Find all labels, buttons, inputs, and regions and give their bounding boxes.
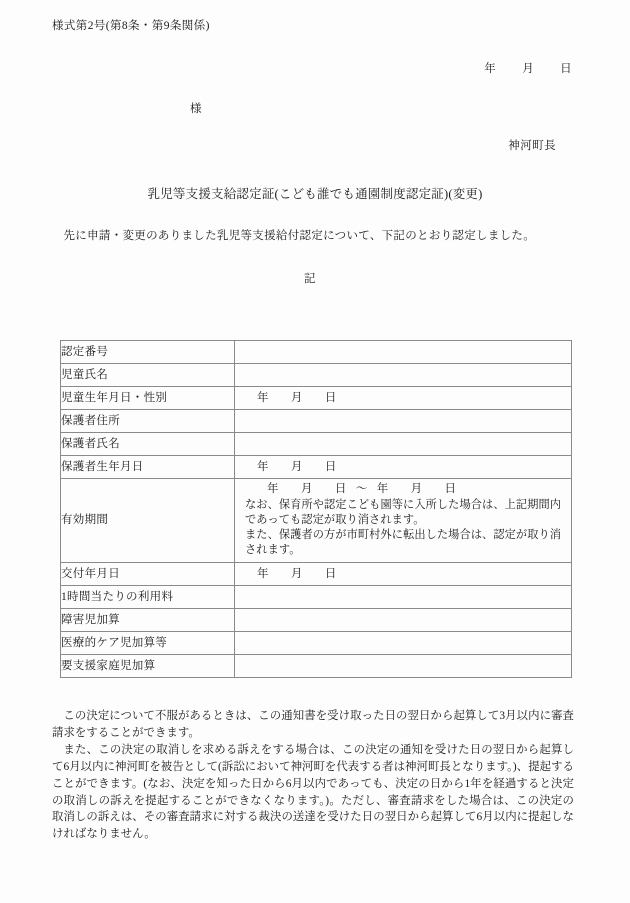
row-label: 認定番号 [61, 341, 235, 364]
row-label: 児童生年月日・性別 [61, 387, 235, 410]
range-end-year-token: 年 [376, 483, 389, 496]
appeal-paragraph-2: また、この決定の取消しを求める訴えをする場合は、この決定の通知を受けた日の翌日から起算して6月以内に神河町を被告として(訴訟において神河町を代表する者は神河町長となります。)、提起することができます。(なお、決定を知った日から6月以内であっても、決定の日から1年を経過すると決定の取消しの訴えを提起することができなくなります。)。ただし、審査請求をした場合は、この決定の取消しの訴えは、その審査請求に対する裁決の送達を受けた日の翌日から起算して6月以内に提起しなければなりません。 [52, 743, 574, 841]
range-separator: ～ [355, 483, 368, 496]
table-row [61, 433, 572, 456]
row-value-hourly-fee[interactable] [235, 586, 572, 609]
row-label: 児童氏名 [61, 364, 235, 387]
issue-date-line [52, 61, 578, 78]
date-placeholder [235, 390, 337, 407]
row-value-guardian-birthdate[interactable] [235, 456, 572, 479]
table-row [61, 456, 572, 479]
range-start-year-token: 年 [267, 483, 279, 496]
table-row [61, 364, 572, 387]
date-month-token: 月 [522, 63, 535, 76]
validity-note-2: また、保護者の方が市町村外に転出した場合は、認定が取り消されます。 [245, 528, 562, 557]
date-month-token: 月 [290, 567, 303, 580]
appeal-instructions [52, 708, 578, 843]
table-row [61, 563, 572, 586]
row-value-disabled-child-allowance[interactable] [235, 609, 572, 632]
date-year-token: 年 [257, 460, 269, 473]
date-day-token: 日 [324, 460, 337, 473]
range-start-day-token: 日 [334, 483, 347, 496]
row-label: 医療的ケア児加算等 [61, 632, 235, 655]
validity-note-1: なお、保育所や認定こども園等に入所した場合は、上記期間内であっても認定が取り消されます。 [245, 498, 562, 526]
date-month-token: 月 [290, 460, 303, 473]
date-year-token: 年 [257, 567, 269, 580]
range-start-month-token: 月 [300, 483, 313, 496]
range-end-month-token: 月 [410, 483, 423, 496]
certificate-table [60, 340, 572, 678]
form-number: 様式第2号(第8条・第9条関係) [52, 20, 210, 32]
row-label: 障害児加算 [61, 609, 235, 632]
row-value-certification-number[interactable] [235, 341, 572, 364]
table-row [61, 655, 572, 678]
row-label: 1時間当たりの利用料 [61, 586, 235, 609]
date-day-token: 日 [324, 567, 337, 580]
table-row [61, 341, 572, 364]
range-end-day-token: 日 [444, 483, 457, 496]
table-row [61, 586, 572, 609]
table-row [61, 410, 572, 433]
row-label: 保護者氏名 [61, 433, 235, 456]
date-placeholder [235, 566, 337, 583]
date-day-token: 日 [324, 391, 337, 404]
table-row [61, 609, 572, 632]
row-value-medical-care-allowance[interactable] [235, 632, 572, 655]
addressee-line: 様 [190, 102, 202, 115]
date-year-token: 年 [484, 63, 497, 76]
validity-date-range [245, 482, 456, 498]
table-row [61, 387, 572, 410]
lead-paragraph: 先に申請・変更のありました乳児等支援給付認定について、下記のとおり認定しました。 [63, 229, 536, 242]
row-value-support-family-allowance[interactable] [235, 655, 572, 678]
row-label: 要支援家庭児加算 [61, 655, 235, 678]
page-title: 乳児等支援支給認定証(こども誰でも通園制度認定証)(変更) [147, 187, 483, 201]
issuer-name: 神河町長 [508, 139, 556, 152]
date-month-token: 月 [290, 391, 303, 404]
row-value-guardian-address[interactable] [235, 410, 572, 433]
row-label: 有効期間 [61, 479, 235, 563]
certificate-table-body [61, 341, 572, 678]
table-row [61, 479, 572, 563]
ki-marker: 記 [304, 273, 316, 285]
row-value-child-name[interactable] [235, 364, 572, 387]
row-label: 保護者住所 [61, 410, 235, 433]
row-label: 交付年月日 [61, 563, 235, 586]
row-label: 保護者生年月日 [61, 456, 235, 479]
row-value-child-birthdate-gender[interactable] [235, 387, 572, 410]
date-year-token: 年 [257, 391, 269, 404]
appeal-paragraph-1: この決定について不服があるときは、この通知書を受け取った日の翌日から起算して3月以内に審査請求をすることができます。 [52, 710, 574, 740]
certificate-table-wrap [52, 340, 578, 678]
row-value-validity-period[interactable] [235, 479, 572, 563]
row-value-issue-date[interactable] [235, 563, 572, 586]
date-day-token: 日 [560, 63, 572, 76]
date-placeholder [235, 459, 337, 476]
table-row [61, 632, 572, 655]
row-value-guardian-name[interactable] [235, 433, 572, 456]
